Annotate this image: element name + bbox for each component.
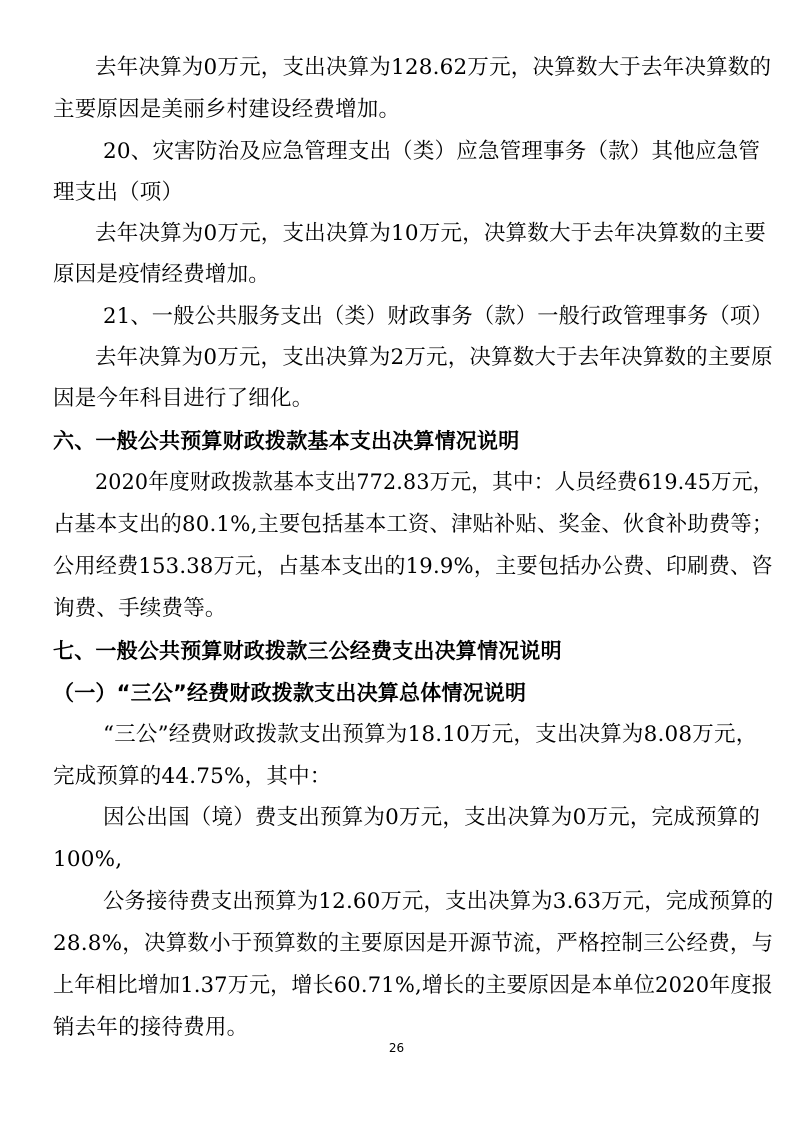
paragraph-line: 完成预算的44.75%，其中： bbox=[53, 764, 332, 789]
paragraph-line: 公务接待费支出预算为12.60万元，支出决算为3.63万元，完成预算的 bbox=[103, 889, 774, 914]
paragraph-line: 理支出（项） bbox=[53, 180, 184, 205]
paragraph-line: 原因是疫情经费增加。 bbox=[53, 262, 271, 287]
item-heading-21: 21、一般公共服务支出（类）财政事务（款）一般行政管理事务（项） bbox=[103, 304, 773, 329]
paragraph-line: 去年决算为0万元，支出决算为128.62万元，决算数大于去年决算数的 bbox=[95, 55, 772, 80]
page-number: 26 bbox=[388, 1041, 405, 1055]
paragraph-line: 去年决算为0万元，支出决算为10万元，决算数大于去年决算数的主要 bbox=[95, 221, 766, 246]
paragraph-line: “三公”经费财政拨款支出预算为18.10万元，支出决算为8.08万元， bbox=[103, 722, 758, 747]
paragraph-line: 占基本支出的80.1%,主要包括基本工资、津贴补贴、奖金、伙食补助费等； bbox=[53, 512, 774, 537]
paragraph-line: 询费、手续费等。 bbox=[53, 596, 227, 621]
paragraph-line: 主要原因是美丽乡村建设经费增加。 bbox=[53, 97, 401, 122]
paragraph-line: 销去年的接待费用。 bbox=[53, 1015, 249, 1040]
subsection-heading-1: （一）“三公”经费财政拨款支出决算总体情况说明 bbox=[53, 681, 527, 705]
paragraph-line: 100%, bbox=[53, 847, 123, 872]
paragraph-line: 28.8%，决算数小于预算数的主要原因是开源节流，严格控制三公经费，与 bbox=[53, 931, 774, 956]
section-heading-7: 七、一般公共预算财政拨款三公经费支出决算情况说明 bbox=[53, 639, 562, 663]
paragraph-line: 因是今年科目进行了细化。 bbox=[53, 386, 314, 411]
item-heading-20: 20、灾害防治及应急管理支出（类）应急管理事务（款）其他应急管 bbox=[103, 139, 761, 164]
paragraph-line: 上年相比增加1.37万元，增长60.71%,增长的主要原因是本单位2020年度报 bbox=[53, 973, 773, 998]
section-heading-6: 六、一般公共预算财政拨款基本支出决算情况说明 bbox=[53, 429, 520, 453]
paragraph-line: 2020年度财政拨款基本支出772.83万元，其中：人员经费619.45万元， bbox=[95, 470, 774, 495]
paragraph-line: 公用经费153.38万元，占基本支出的19.9%，主要包括办公费、印刷费、咨 bbox=[53, 554, 773, 579]
paragraph-line: 因公出国（境）费支出预算为0万元，支出决算为0万元，完成预算的 bbox=[103, 805, 761, 830]
paragraph-line: 去年决算为0万元，支出决算为2万元，决算数大于去年决算数的主要原 bbox=[95, 345, 773, 370]
